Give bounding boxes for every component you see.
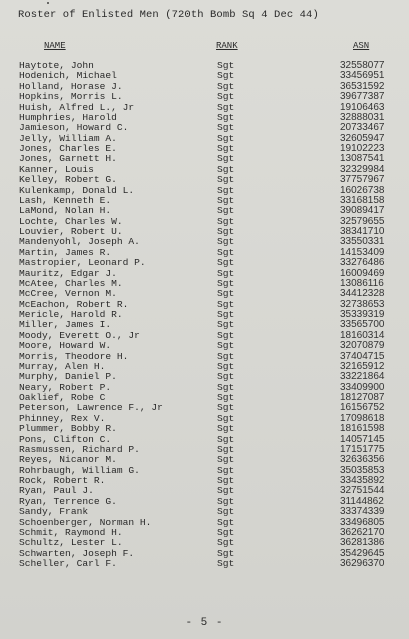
enlisted-name: Martin, James R. xyxy=(19,246,112,258)
roster-row xyxy=(0,175,409,185)
roster-list xyxy=(0,61,409,569)
enlisted-asn: 37404715 xyxy=(340,350,385,362)
enlisted-name: Miller, James I. xyxy=(19,319,112,331)
enlisted-asn: 33276486 xyxy=(340,257,385,269)
enlisted-asn: 32605947 xyxy=(340,132,385,144)
column-header-name: NAME xyxy=(44,41,66,51)
enlisted-asn: 18127087 xyxy=(340,392,385,403)
enlisted-rank: Sgt xyxy=(217,60,235,71)
enlisted-asn: 36281386 xyxy=(340,537,385,549)
enlisted-name: McEachon, Robert R. xyxy=(19,298,129,310)
enlisted-asn: 32579655 xyxy=(340,215,385,227)
enlisted-rank: Sgt xyxy=(217,454,235,466)
enlisted-name: Lash, Kenneth E. xyxy=(19,194,112,206)
enlisted-asn: 32165912 xyxy=(340,360,385,372)
enlisted-asn: 32558077 xyxy=(340,60,385,71)
enlisted-rank: Sgt xyxy=(217,412,235,424)
enlisted-rank: Sgt xyxy=(217,329,235,341)
enlisted-rank: Sgt xyxy=(217,288,235,300)
enlisted-rank: Sgt xyxy=(217,350,235,362)
enlisted-rank: Sgt xyxy=(217,215,235,227)
enlisted-asn: 16009469 xyxy=(340,267,385,279)
enlisted-rank: Sgt xyxy=(217,402,235,414)
roster-row xyxy=(0,507,409,517)
enlisted-rank: Sgt xyxy=(217,506,235,518)
enlisted-name: Jones, Garnett H. xyxy=(19,153,117,165)
enlisted-name: LaMond, Nolan H. xyxy=(19,205,112,217)
enlisted-name: Rock, Robert R. xyxy=(19,475,106,486)
enlisted-asn: 33496805 xyxy=(340,516,385,528)
enlisted-rank: Sgt xyxy=(217,340,235,352)
enlisted-rank: Sgt xyxy=(217,277,235,289)
enlisted-rank: Sgt xyxy=(217,153,235,165)
enlisted-name: Kelley, Robert G. xyxy=(19,174,117,186)
enlisted-name: Kanner, Louis xyxy=(19,163,94,175)
page-number: - 5 - xyxy=(185,617,224,629)
enlisted-asn: 32888031 xyxy=(340,111,385,123)
enlisted-name: Schoenberger, Norman H. xyxy=(19,516,152,528)
enlisted-name: Jones, Charles E. xyxy=(19,143,117,154)
ink-speck xyxy=(47,2,49,4)
enlisted-rank: Sgt xyxy=(217,392,235,403)
enlisted-asn: 39677387 xyxy=(340,91,385,103)
enlisted-name: Jelly, William A. xyxy=(19,132,117,144)
enlisted-asn: 19102223 xyxy=(340,143,385,154)
enlisted-name: Reyes, Nicanor M. xyxy=(19,454,117,466)
enlisted-rank: Sgt xyxy=(217,226,235,237)
enlisted-name: Schmit, Raymond H. xyxy=(19,526,123,538)
roster-row xyxy=(0,258,409,268)
enlisted-asn: 32636356 xyxy=(340,454,385,466)
enlisted-rank: Sgt xyxy=(217,495,235,507)
enlisted-rank: Sgt xyxy=(217,194,235,206)
enlisted-asn: 17098618 xyxy=(340,412,385,424)
enlisted-asn: 33435892 xyxy=(340,475,385,486)
enlisted-name: Peterson, Lawrence F., Jr xyxy=(19,402,163,414)
enlisted-name: Jamieson, Howard C. xyxy=(19,122,129,134)
enlisted-rank: Sgt xyxy=(217,132,235,144)
enlisted-asn: 32070879 xyxy=(340,340,385,352)
enlisted-asn: 18161598 xyxy=(340,423,385,435)
enlisted-asn: 32329984 xyxy=(340,163,385,175)
enlisted-asn: 18160314 xyxy=(340,329,385,341)
enlisted-rank: Sgt xyxy=(217,475,235,486)
enlisted-name: Mauritz, Edgar J. xyxy=(19,267,117,279)
enlisted-rank: Sgt xyxy=(217,537,235,549)
enlisted-rank: Sgt xyxy=(217,558,235,569)
enlisted-name: Oaklief, Robe C xyxy=(19,392,106,403)
enlisted-asn: 20733467 xyxy=(340,122,385,134)
enlisted-name: Pons, Clifton C. xyxy=(19,433,112,445)
enlisted-asn: 34412328 xyxy=(340,288,385,300)
enlisted-name: Murray, Alen H. xyxy=(19,360,106,372)
enlisted-rank: Sgt xyxy=(217,101,235,113)
column-header-asn: ASN xyxy=(353,41,370,51)
enlisted-asn: 36296370 xyxy=(340,558,385,569)
enlisted-name: Mericle, Harold R. xyxy=(19,309,123,320)
column-header-rank: RANK xyxy=(216,41,238,51)
enlisted-name: Moore, Howard W. xyxy=(19,340,112,352)
enlisted-name: Huish, Alfred L., Jr xyxy=(19,101,135,113)
enlisted-name: Rasmussen, Richard P. xyxy=(19,443,140,455)
roster-row xyxy=(0,559,409,569)
enlisted-asn: 14057145 xyxy=(340,433,385,445)
enlisted-asn: 36262170 xyxy=(340,526,385,538)
enlisted-rank: Sgt xyxy=(217,381,235,393)
enlisted-rank: Sgt xyxy=(217,464,235,476)
enlisted-rank: Sgt xyxy=(217,174,235,186)
enlisted-name: Ryan, Terrence G. xyxy=(19,495,117,507)
enlisted-name: Phinney, Rex V. xyxy=(19,412,106,424)
enlisted-rank: Sgt xyxy=(217,122,235,134)
enlisted-asn: 33409900 xyxy=(340,381,385,393)
enlisted-asn: 17151775 xyxy=(340,443,385,455)
enlisted-name: Mastropier, Leonard P. xyxy=(19,257,146,269)
enlisted-rank: Sgt xyxy=(217,547,235,559)
enlisted-rank: Sgt xyxy=(217,516,235,528)
enlisted-rank: Sgt xyxy=(217,360,235,372)
roster-row xyxy=(0,341,409,351)
enlisted-asn: 35429645 xyxy=(340,547,385,559)
enlisted-name: Schultz, Lester L. xyxy=(19,537,123,549)
enlisted-name: McAtee, Charles M. xyxy=(19,277,123,289)
enlisted-name: Sandy, Frank xyxy=(19,506,89,518)
enlisted-rank: Sgt xyxy=(217,184,235,196)
enlisted-rank: Sgt xyxy=(217,371,235,383)
enlisted-asn: 33565700 xyxy=(340,319,385,331)
enlisted-rank: Sgt xyxy=(217,80,235,92)
enlisted-rank: Sgt xyxy=(217,319,235,331)
enlisted-name: Haytote, John xyxy=(19,60,94,71)
enlisted-name: Humphries, Harold xyxy=(19,111,117,123)
enlisted-name: Murphy, Daniel P. xyxy=(19,371,117,383)
enlisted-name: Schwarten, Joseph F. xyxy=(19,547,135,559)
enlisted-asn: 33221864 xyxy=(340,371,385,383)
enlisted-rank: Sgt xyxy=(217,298,235,310)
enlisted-asn: 36531592 xyxy=(340,80,385,92)
enlisted-rank: Sgt xyxy=(217,423,235,435)
enlisted-rank: Sgt xyxy=(217,143,235,154)
enlisted-rank: Sgt xyxy=(217,485,235,497)
enlisted-asn: 35339319 xyxy=(340,309,385,320)
enlisted-name: Lochte, Charles W. xyxy=(19,215,123,227)
enlisted-rank: Sgt xyxy=(217,526,235,538)
enlisted-rank: Sgt xyxy=(217,433,235,445)
enlisted-name: Mandenyohl, Joseph A. xyxy=(19,236,140,248)
enlisted-asn: 19106463 xyxy=(340,101,385,113)
enlisted-asn: 33456951 xyxy=(340,70,385,82)
enlisted-name: Plummer, Bobby R. xyxy=(19,423,117,435)
enlisted-name: Moody, Everett O., Jr xyxy=(19,329,140,341)
enlisted-rank: Sgt xyxy=(217,309,235,320)
enlisted-asn: 13087541 xyxy=(340,153,385,165)
roster-row xyxy=(0,424,409,434)
enlisted-asn: 33168158 xyxy=(340,194,385,206)
enlisted-rank: Sgt xyxy=(217,236,235,248)
enlisted-asn: 38341710 xyxy=(340,226,385,237)
enlisted-rank: Sgt xyxy=(217,205,235,217)
enlisted-asn: 35035853 xyxy=(340,464,385,476)
enlisted-rank: Sgt xyxy=(217,111,235,123)
enlisted-name: Hopkins, Morris L. xyxy=(19,91,123,103)
roster-row xyxy=(0,92,409,102)
enlisted-rank: Sgt xyxy=(217,91,235,103)
enlisted-name: Louvier, Robert U. xyxy=(19,226,123,237)
enlisted-asn: 32738653 xyxy=(340,298,385,310)
enlisted-rank: Sgt xyxy=(217,246,235,258)
enlisted-asn: 13086116 xyxy=(340,277,384,289)
document-title: Roster of Enlisted Men (720th Bomb Sq 4 Dec 44) xyxy=(18,9,319,21)
enlisted-asn: 33374339 xyxy=(340,506,385,518)
enlisted-asn: 16156752 xyxy=(340,402,385,414)
enlisted-asn: 14153409 xyxy=(340,246,385,258)
enlisted-rank: Sgt xyxy=(217,267,235,279)
enlisted-rank: Sgt xyxy=(217,257,235,269)
enlisted-asn: 16026738 xyxy=(340,184,385,196)
enlisted-rank: Sgt xyxy=(217,70,235,82)
enlisted-name: Rohrbaugh, William G. xyxy=(19,464,140,476)
enlisted-asn: 31144862 xyxy=(340,495,384,507)
enlisted-rank: Sgt xyxy=(217,163,235,175)
enlisted-name: Holland, Horase J. xyxy=(19,80,123,92)
enlisted-name: Morris, Theodore H. xyxy=(19,350,129,362)
enlisted-asn: 32751544 xyxy=(340,485,385,497)
enlisted-asn: 33550331 xyxy=(340,236,385,248)
enlisted-asn: 37757967 xyxy=(340,174,385,186)
enlisted-name: Kulenkamp, Donald L. xyxy=(19,184,135,196)
enlisted-rank: Sgt xyxy=(217,443,235,455)
enlisted-name: Hodenich, Michael xyxy=(19,70,117,82)
enlisted-name: Scheller, Carl F. xyxy=(19,558,117,569)
enlisted-name: Neary, Robert P. xyxy=(19,381,112,393)
enlisted-name: McCree, Vernon M. xyxy=(19,288,117,300)
enlisted-asn: 39089417 xyxy=(340,205,385,217)
enlisted-name: Ryan, Paul J. xyxy=(19,485,94,497)
